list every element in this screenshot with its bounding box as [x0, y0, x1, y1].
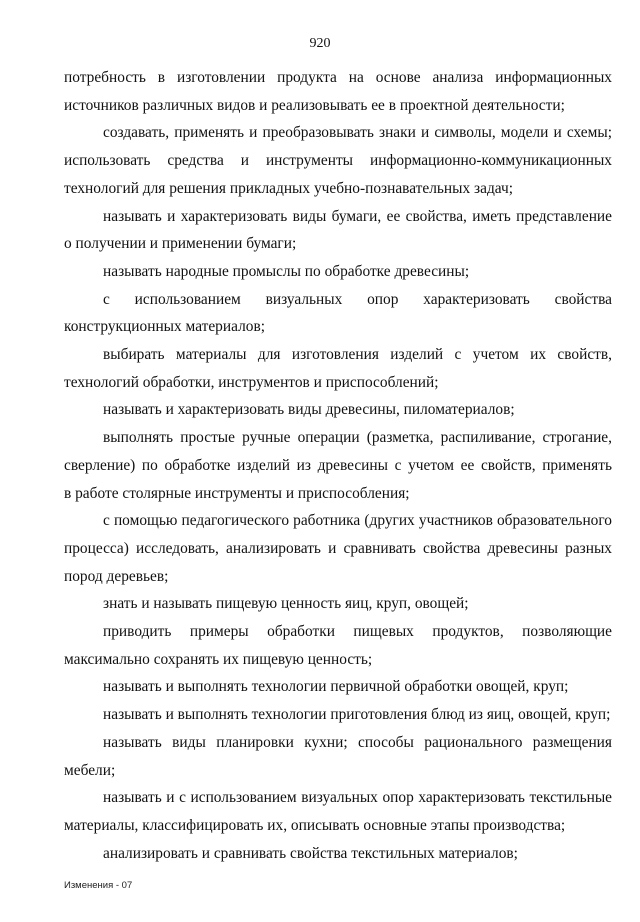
text-line: технологий обработки, инструментов и приспособлений;: [64, 373, 439, 391]
text-line: выбирать материалы для изготовления изделий с учетом их свойств,: [103, 346, 612, 364]
text-line: технологий для решения прикладных учебно-познавательных задач;: [64, 179, 514, 197]
text-line: приводить примеры обработки пищевых продуктов, позволяющие: [103, 623, 612, 641]
paragraph: [64, 119, 612, 202]
text-line: называть и характеризовать виды бумаги, ее свойства, иметь представление: [103, 207, 612, 225]
text-line: называть и характеризовать виды древесины, пиломатериалов;: [103, 401, 515, 419]
paragraph: [64, 507, 612, 590]
paragraph: [64, 729, 612, 784]
text-line: с помощью педагогического работника (других участников образовательного: [103, 512, 612, 530]
text-line: с использованием визуальных опор характеризовать свойства: [103, 290, 612, 308]
paragraph: [64, 341, 612, 396]
paragraph: [64, 64, 612, 119]
page-number: 920: [309, 36, 331, 51]
text-line: мебели;: [64, 761, 116, 779]
text-line: процесса) исследовать, анализировать и сравнивать свойства древесины разных: [64, 539, 612, 557]
text-line: называть и с использованием визуальных опор характеризовать текстильные: [103, 789, 612, 807]
text-line: анализировать и сравнивать свойства текстильных материалов;: [103, 844, 518, 862]
paragraph: [64, 258, 612, 286]
text-line: о получении и применении бумаги;: [64, 235, 297, 253]
text-line: выполнять простые ручные операции (разметка, распиливание, строгание,: [103, 429, 612, 447]
paragraph: [64, 396, 612, 424]
text-line: называть народные промыслы по обработке древесины;: [103, 262, 470, 280]
text-line: максимально сохранять их пищевую ценность;: [64, 650, 373, 668]
text-line: использовать средства и инструменты информационно-коммуникационных: [64, 152, 612, 170]
text-line: называть и выполнять технологии первичной обработки овощей, круп;: [103, 678, 569, 696]
document-body: [64, 64, 612, 867]
text-line: создавать, применять и преобразовывать знаки и символы, модели и схемы;: [103, 124, 612, 142]
paragraph: [64, 701, 612, 729]
paragraph: [64, 590, 612, 618]
paragraph: [64, 784, 612, 839]
paragraph: [64, 286, 612, 341]
paragraph: [64, 673, 612, 701]
paragraph: [64, 840, 612, 868]
text-line: материалы, классифицировать их, описывать основные этапы производства;: [64, 816, 566, 834]
text-line: называть и выполнять технологии приготовления блюд из яиц, овощей, круп;: [103, 706, 611, 724]
paragraph: [64, 203, 612, 258]
footer-revision-note: Изменения - 07: [64, 880, 133, 891]
text-line: сверление) по обработке изделий из древесины с учетом ее свойств, применять: [64, 456, 612, 474]
text-line: потребность в изготовлении продукта на основе анализа информационных: [64, 69, 612, 86]
text-line: пород деревьев;: [64, 567, 169, 585]
text-line: знать и называть пищевую ценность яиц, круп, овощей;: [103, 595, 469, 613]
text-line: источников различных видов и реализовывать ее в проектной деятельности;: [64, 96, 565, 114]
paragraph: [64, 618, 612, 673]
paragraph: [64, 424, 612, 507]
text-line: конструкционных материалов;: [64, 318, 266, 336]
text-line: называть виды планировки кухни; способы рационального размещения: [103, 733, 612, 751]
text-line: в работе столярные инструменты и приспособления;: [64, 484, 410, 502]
